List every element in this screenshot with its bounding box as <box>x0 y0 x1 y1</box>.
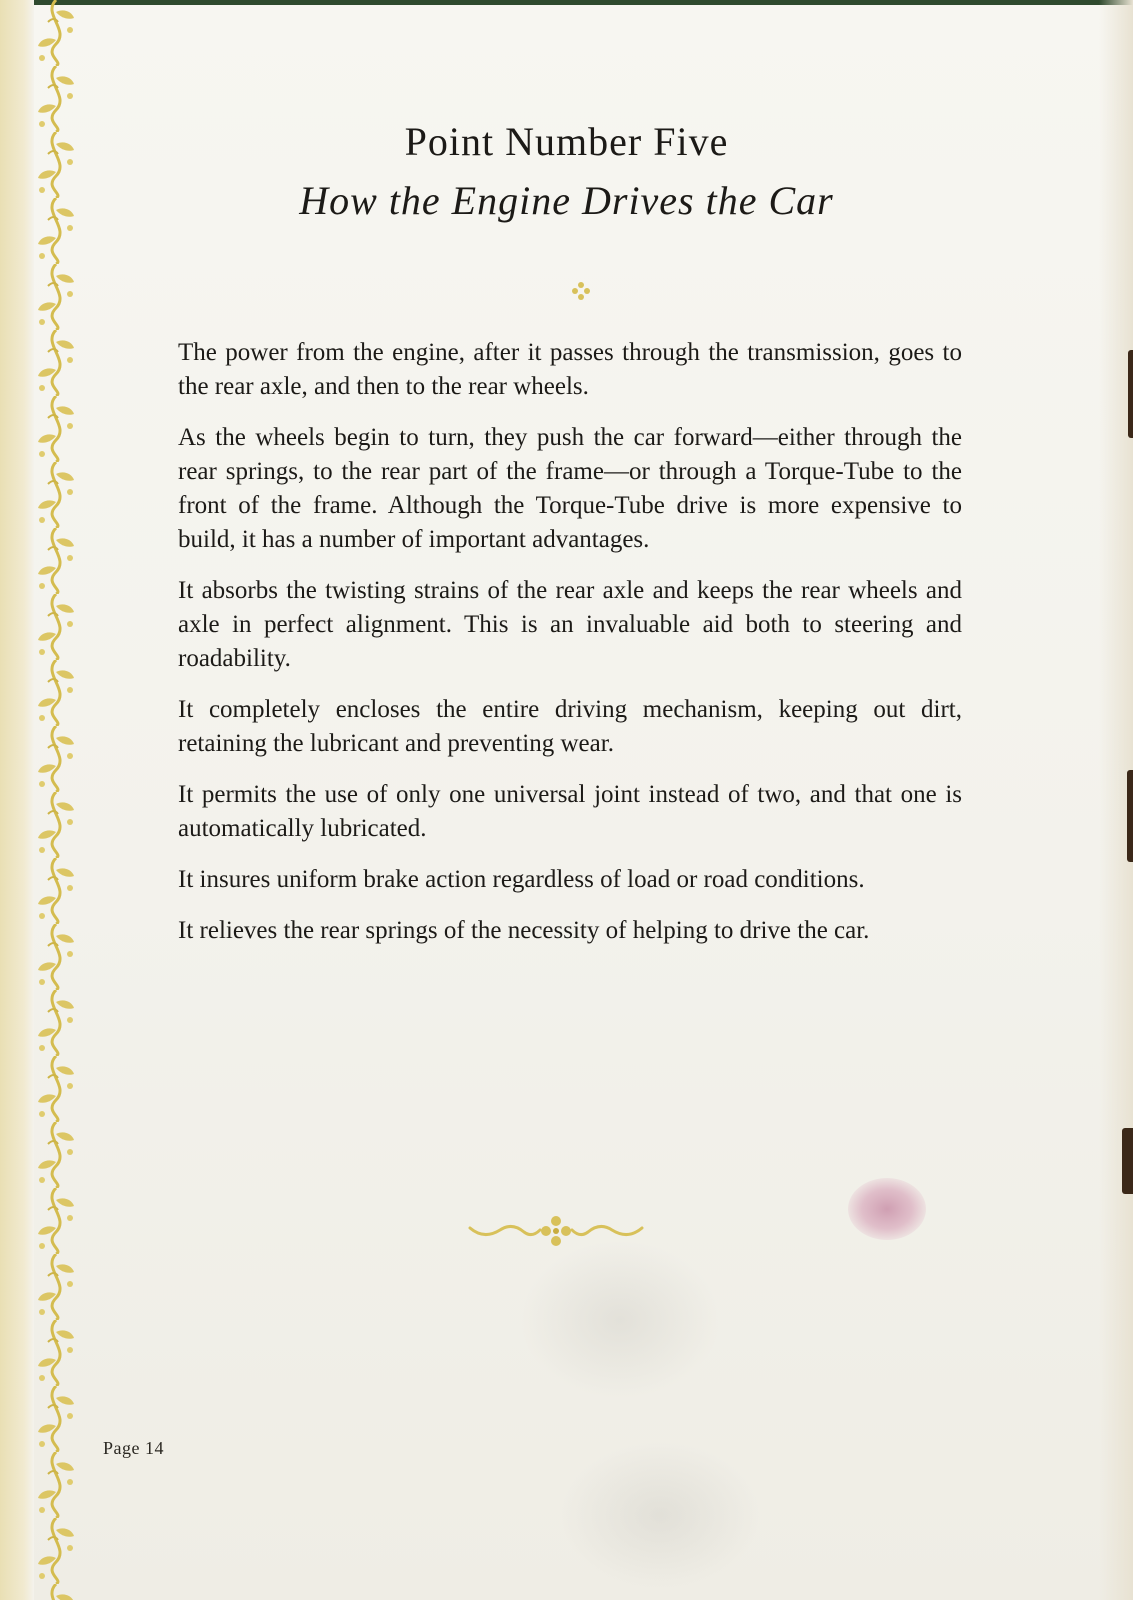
left-edge <box>0 0 34 1600</box>
diamond-ornament-icon <box>571 281 591 301</box>
page-subtitle: How the Engine Drives the Car <box>299 178 834 223</box>
page-title: Point Number Five <box>404 119 729 164</box>
paper-stain <box>848 1178 926 1240</box>
article-body <box>178 336 962 965</box>
paper-smudge <box>560 1440 760 1590</box>
paragraph: As the wheels begin to turn, they push the car forward—either through the rear springs, to the rear part of the frame—or through a Torque-Tube to the front of the frame. Although the Torque-Tube drive is more expensive to build, it has a number of important advantages. <box>178 424 962 553</box>
paragraph: It relieves the rear springs of the necessity of helping to drive the car. <box>178 917 870 944</box>
paragraph: It insures uniform brake action regardless of load or road conditions. <box>178 866 865 893</box>
paragraph: It absorbs the twisting strains of the rear axle and keeps the rear wheels and axle in perfect alignment. This is an invaluable aid both to steering and roadability. <box>178 577 962 672</box>
floral-vine-border-icon <box>34 0 78 1600</box>
paragraph: The power from the engine, after it passes through the transmission, goes to the rear axle, and then to the rear wheels. <box>178 339 962 400</box>
page-number: Page 14 <box>103 1438 164 1458</box>
scroll-ornament-icon <box>466 1214 646 1248</box>
paper-smudge <box>520 1240 720 1400</box>
edge-damage <box>1122 1128 1133 1194</box>
edge-damage <box>1128 350 1133 438</box>
edge-damage <box>1127 770 1133 862</box>
top-edge <box>0 0 1133 5</box>
paragraph: It permits the use of only one universal joint instead of two, and that one is automatically lubricated. <box>178 781 962 842</box>
paragraph: It completely encloses the entire driving mechanism, keeping out dirt, retaining the lubricant and preventing wear. <box>178 696 962 757</box>
